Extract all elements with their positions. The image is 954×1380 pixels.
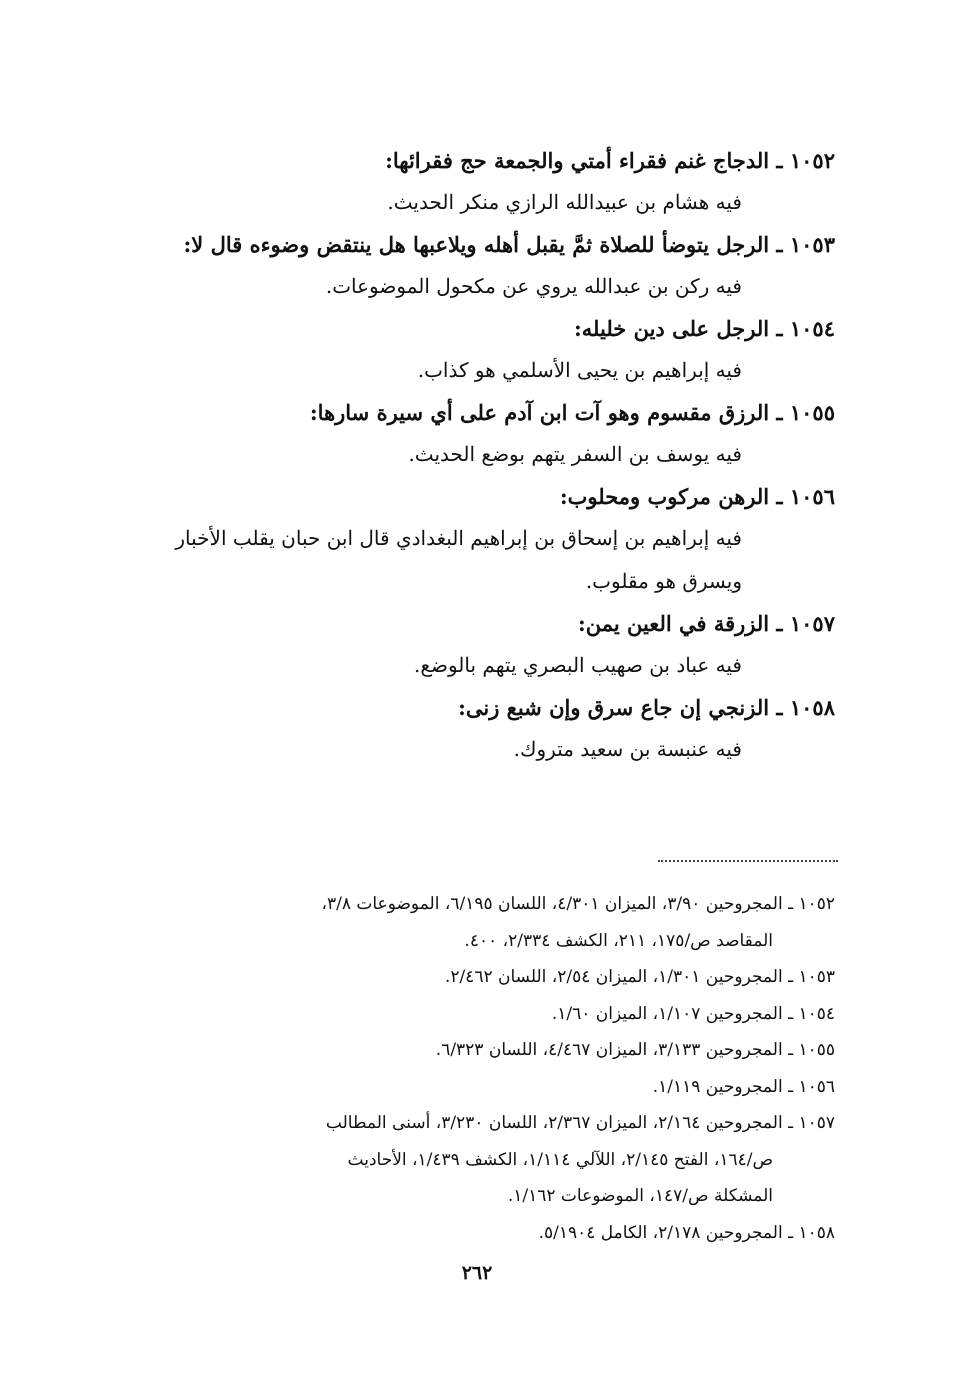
footnote-1052: ١٠٥٢ ـ المجروحين ٣/٩٠، الميزان ٤/٣٠١، اللسان ٦/١٩٥، الموضوعات ٣/٨، (321, 894, 835, 914)
entry-title: ١٠٥٨ ـ الزنجي إن جاع سرق وإن شبع زنى: (458, 695, 835, 720)
entry-note: فيه هشام بن عبيدالله الرازي منكر الحديث. (387, 190, 742, 214)
footnote-1052-cont: المقاصد ص/١٧٥، ٢١١، الكشف ٢/٣٣٤، ٤٠٠. (464, 930, 773, 951)
entry-title: ١٠٥٦ ـ الرهن مركوب ومحلوب: (559, 484, 835, 509)
entry-1054 (140, 308, 835, 392)
entry-1056 (140, 476, 835, 603)
entries-list (140, 140, 835, 771)
footnote-1056: ١٠٥٦ ـ المجروحين ١/١١٩. (652, 1076, 835, 1097)
entry-title: ١٠٥٢ ـ الدجاج غنم فقراء أمتي والجمعة حج فقرائها: (385, 148, 835, 173)
footnote-1058: ١٠٥٨ ـ المجروحين ٢/١٧٨، الكامل ٥/١٩٠٤. (538, 1222, 835, 1243)
entry-1055 (140, 392, 835, 476)
entry-note: فيه إبراهيم بن يحيى الأسلمي هو كذاب. (417, 358, 742, 382)
footnotes (140, 886, 835, 1251)
entry-title: ١٠٥٧ ـ الزرقة في العين يمن: (577, 611, 835, 636)
page-number: ٢٦٢ (461, 1262, 493, 1284)
entry-1053 (140, 224, 835, 308)
entry-title: ١٠٥٤ ـ الرجل على دين خليله: (574, 316, 835, 341)
entry-note: فيه عنبسة بن سعيد متروك. (513, 737, 742, 761)
entry-note: فيه ركن بن عبدالله يروي عن مكحول الموضوعات. (325, 274, 742, 298)
footnote-1055: ١٠٥٥ ـ المجروحين ٣/١٣٣، الميزان ٤/٤٦٧، اللسان ٦/٣٢٣. (435, 1040, 835, 1060)
entry-title: ١٠٥٥ ـ الرزق مقسوم وهو آت ابن آدم على أي سيرة سارها: (309, 400, 835, 425)
entry-title: ١٠٥٣ ـ الرجل يتوضأ للصلاة ثمَّ يقبل أهله ويلاعبها هل ينتقض وضوءه قال لا: (183, 232, 835, 257)
footnote-1057-cont-2: المشكلة ص/١٤٧، الموضوعات ١/١٦٢. (507, 1186, 773, 1206)
entry-1052 (140, 140, 835, 224)
footnote-1054: ١٠٥٤ ـ المجروحين ١/١٠٧، الميزان ١/٦٠. (551, 1003, 835, 1024)
entry-1058 (140, 687, 835, 771)
footnote-1053: ١٠٥٣ ـ المجروحين ١/٣٠١، الميزان ٢/٥٤، اللسان ٢/٤٦٢. (444, 967, 835, 987)
footnote-separator (658, 860, 838, 862)
entry-note: فيه عباد بن صهيب البصري يتهم بالوضع. (413, 653, 742, 677)
footnote-1057: ١٠٥٧ ـ المجروحين ٢/١٦٤، الميزان ٢/٣٦٧، اللسان ٣/٢٣٠، أسنى المطالب (325, 1113, 835, 1133)
entry-note: فيه إبراهيم بن إسحاق بن إبراهيم البغدادي قال ابن حبان يقلب الأخبار ويسرق هو مقلوب. (175, 526, 742, 593)
entry-note: فيه يوسف بن السفر يتهم بوضع الحديث. (408, 442, 742, 466)
footnote-1057-cont: ص/١٦٤، الفتح ٢/١٤٥، اللآلي ١/١١٤، الكشف ١/٤٣٩، الأحاديث (347, 1149, 773, 1170)
entry-1057 (140, 603, 835, 687)
